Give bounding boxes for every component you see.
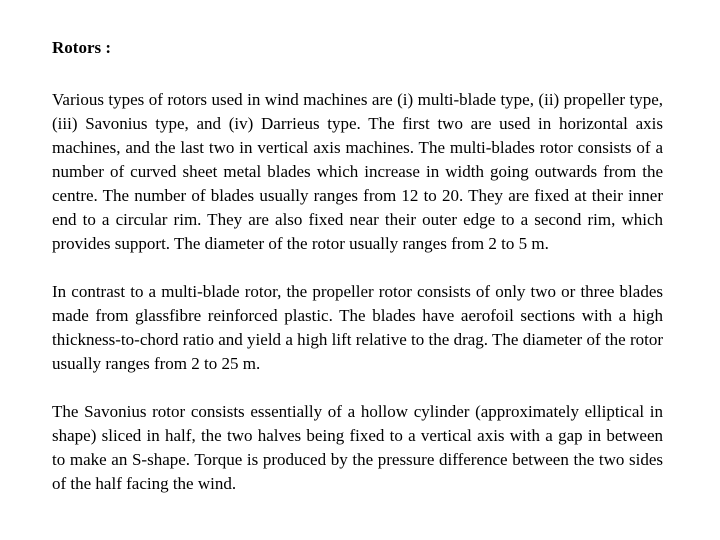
- document-page: [52, 36, 663, 496]
- paragraph-savonius-rotor: The Savonius rotor consists essentially of a hollow cylinder (approximately elliptical in shape) sliced in half, the two halves being fixed to a vertical axis with a gap in between to make an S-shape. Torque is produced by the pressure difference between the two sides of the half facing the wind.: [52, 402, 663, 493]
- section-heading: Rotors :: [52, 38, 112, 57]
- paragraph-rotor-types: Various types of rotors used in wind machines are (i) multi-blade type, (ii) propeller type, (iii) Savonius type, and (iv) Darrieus type. The first two are used in horizontal axis machines, and the last two in vertical axis machines. The multi-blades rotor consists of a number of curved sheet metal blades which increase in width going outwards from the centre. The number of blades usually ranges from 12 to 20. They are fixed at their inner end to a circular rim. They are also fixed near their outer edge to a second rim, which provides support. The diameter of the rotor usually ranges from 2 to 5 m.: [52, 90, 663, 253]
- paragraph-propeller-rotor: In contrast to a multi-blade rotor, the propeller rotor consists of only two or three blades made from glassfibre reinforced plastic. The blades have aerofoil sections with a high thickness-to-chord ratio and yield a high lift relative to the drag. The diameter of the rotor usually ranges from 2 to 25 m.: [52, 282, 663, 373]
